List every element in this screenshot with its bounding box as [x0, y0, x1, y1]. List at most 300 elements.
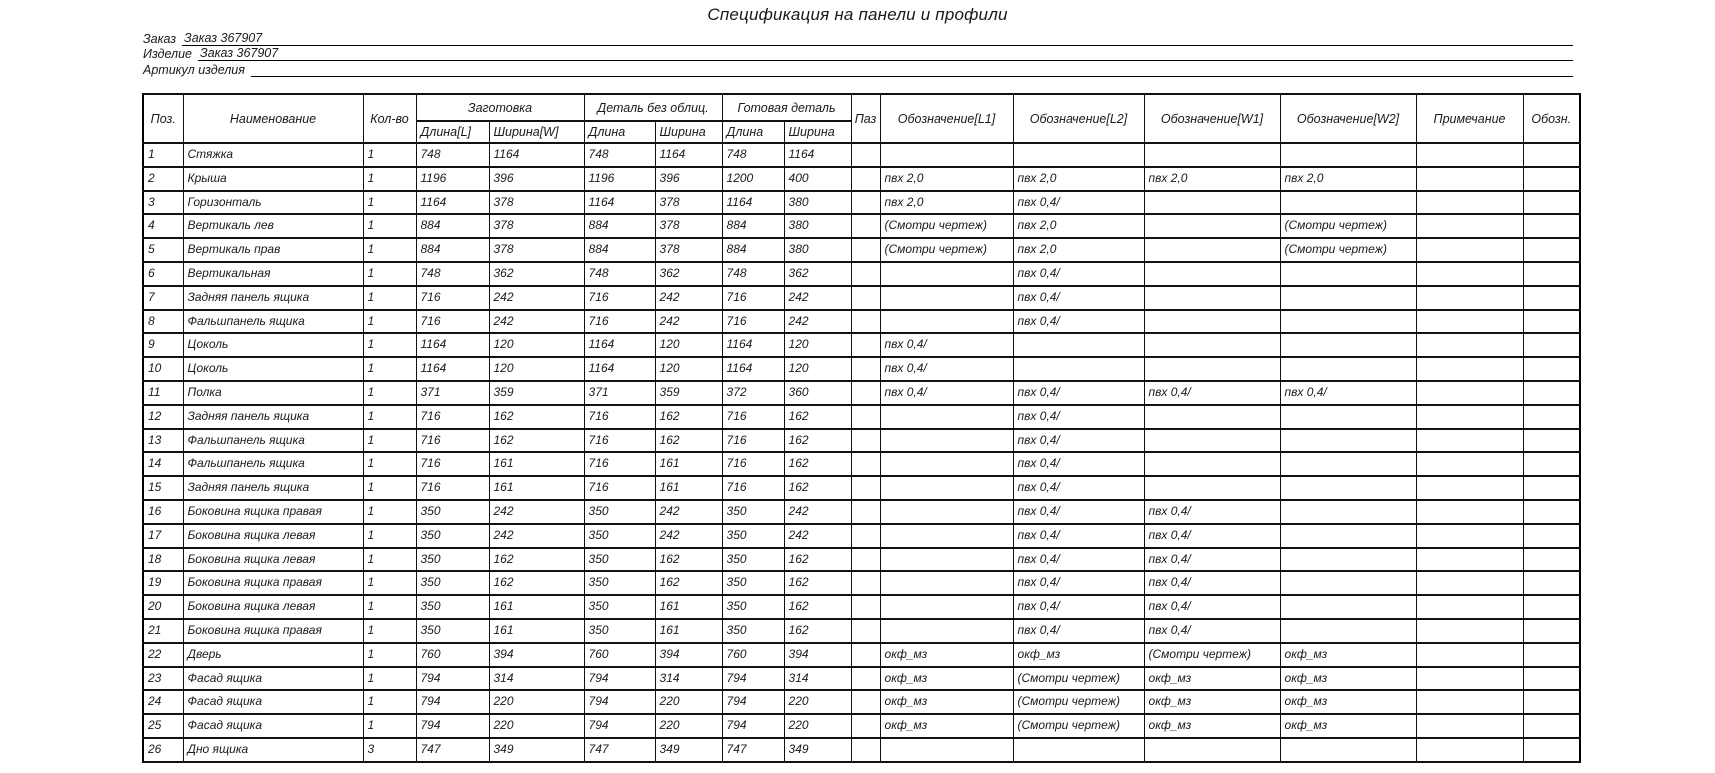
table-cell [851, 714, 880, 738]
table-cell: Боковина ящика правая [183, 571, 363, 595]
table-cell: 25 [143, 714, 183, 738]
table-cell: 2 [143, 167, 183, 191]
table-cell: 242 [489, 286, 584, 310]
table-cell: 380 [784, 214, 851, 238]
table-cell: 747 [584, 738, 655, 762]
table-cell [880, 476, 1013, 500]
table-cell: 716 [722, 476, 784, 500]
table-cell: 1196 [416, 167, 489, 191]
table-cell [1280, 357, 1416, 381]
table-cell: 4 [143, 214, 183, 238]
table-cell: 1164 [722, 357, 784, 381]
table-cell [1523, 548, 1580, 572]
table-cell [1523, 357, 1580, 381]
table-cell: 716 [584, 310, 655, 334]
table-cell: 350 [416, 619, 489, 643]
table-cell: пвх 0,4/ [1144, 619, 1280, 643]
table-cell [1280, 548, 1416, 572]
table-row [143, 191, 1580, 215]
table-cell: пвх 0,4/ [1013, 381, 1144, 405]
table-cell [1416, 548, 1523, 572]
table-cell: 794 [584, 714, 655, 738]
table-cell: пвх 2,0 [1013, 167, 1144, 191]
table-cell [880, 500, 1013, 524]
table-cell: 242 [784, 286, 851, 310]
table-cell: Дверь [183, 643, 363, 667]
table-row [143, 667, 1580, 691]
table-cell: 242 [784, 310, 851, 334]
table-cell: Боковина ящика левая [183, 524, 363, 548]
table-cell: 1 [143, 143, 183, 167]
table-cell: 716 [722, 286, 784, 310]
table-cell: 378 [489, 191, 584, 215]
table-cell [1523, 738, 1580, 762]
table-cell [851, 191, 880, 215]
table-cell: пвх 0,4/ [1144, 381, 1280, 405]
table-cell [1416, 667, 1523, 691]
header-group-detail: Деталь без облиц. [584, 94, 722, 121]
table-cell: 350 [722, 571, 784, 595]
header-qty: Кол-во [363, 94, 416, 143]
table-cell: 378 [655, 191, 722, 215]
table-cell [1280, 143, 1416, 167]
table-cell [1416, 476, 1523, 500]
table-cell: пвх 0,4/ [880, 381, 1013, 405]
table-cell [1280, 738, 1416, 762]
table-cell: 748 [584, 143, 655, 167]
table-cell [1280, 429, 1416, 453]
table-cell [851, 357, 880, 381]
table-cell: 716 [584, 452, 655, 476]
table-cell [1280, 262, 1416, 286]
table-cell: 1 [363, 452, 416, 476]
table-cell: 716 [416, 310, 489, 334]
table-cell: 1 [363, 714, 416, 738]
table-row [143, 476, 1580, 500]
table-cell [851, 405, 880, 429]
table-cell [1523, 405, 1580, 429]
table-cell: 794 [416, 667, 489, 691]
table-cell: 372 [722, 381, 784, 405]
table-cell [1144, 214, 1280, 238]
table-cell: Цоколь [183, 357, 363, 381]
header-blank-length: Длина[L] [416, 121, 489, 143]
table-cell: 1 [363, 262, 416, 286]
table-cell [880, 143, 1013, 167]
table-cell: 16 [143, 500, 183, 524]
page-title: Спецификация на панели и профили [707, 5, 1008, 24]
table-cell: пвх 0,4/ [1013, 595, 1144, 619]
product-label: Изделие [143, 47, 193, 61]
table-cell [1280, 476, 1416, 500]
table-cell [1523, 595, 1580, 619]
table-cell [1280, 500, 1416, 524]
table-cell: 350 [416, 524, 489, 548]
table-cell: 760 [584, 643, 655, 667]
table-cell: 748 [722, 143, 784, 167]
table-cell: 1 [363, 429, 416, 453]
table-cell: 1164 [416, 357, 489, 381]
table-cell [1416, 452, 1523, 476]
table-cell: 1164 [722, 333, 784, 357]
table-cell [1416, 690, 1523, 714]
table-cell [880, 286, 1013, 310]
table-cell: 350 [584, 524, 655, 548]
table-cell [851, 381, 880, 405]
table-cell: 396 [655, 167, 722, 191]
table-cell: 22 [143, 643, 183, 667]
table-cell: окф_мз [1280, 690, 1416, 714]
table-cell: Вертикальная [183, 262, 363, 286]
table-cell: окф_мз [1144, 690, 1280, 714]
table-cell [1416, 738, 1523, 762]
table-cell [1523, 690, 1580, 714]
table-cell: Боковина ящика правая [183, 500, 363, 524]
table-cell: (Смотри чертеж) [1144, 643, 1280, 667]
table-cell [1416, 191, 1523, 215]
table-cell: 11 [143, 381, 183, 405]
table-cell: 378 [489, 238, 584, 262]
table-cell: 716 [722, 310, 784, 334]
table-cell: 1 [363, 595, 416, 619]
table-cell: Задняя панель ящика [183, 405, 363, 429]
table-cell: Задняя панель ящика [183, 476, 363, 500]
table-cell: 716 [584, 405, 655, 429]
table-row [143, 262, 1580, 286]
table-cell: Боковина ящика правая [183, 619, 363, 643]
table-cell: 12 [143, 405, 183, 429]
header-name: Наименование [183, 94, 363, 143]
table-cell: 1 [363, 548, 416, 572]
table-cell: (Смотри чертеж) [1280, 214, 1416, 238]
table-cell [1280, 333, 1416, 357]
table-cell [1416, 238, 1523, 262]
table-cell: 1 [363, 357, 416, 381]
header-designation-l2: Обозначение[L2] [1013, 94, 1144, 143]
table-cell [851, 571, 880, 595]
table-cell: 1 [363, 690, 416, 714]
table-cell [1523, 381, 1580, 405]
table-cell: 1164 [416, 191, 489, 215]
table-cell: 120 [784, 333, 851, 357]
table-cell [1280, 619, 1416, 643]
table-cell [1416, 429, 1523, 453]
table-cell [1416, 643, 1523, 667]
table-cell: 18 [143, 548, 183, 572]
table-cell: окф_мз [880, 690, 1013, 714]
table-cell [851, 238, 880, 262]
table-cell: 884 [416, 214, 489, 238]
header-sign: Обозн. [1523, 94, 1580, 143]
table-cell: 162 [655, 548, 722, 572]
table-cell: 161 [489, 476, 584, 500]
table-cell [1416, 357, 1523, 381]
table-cell: 1 [363, 500, 416, 524]
table-cell: 794 [722, 667, 784, 691]
header-groove: Паз [851, 94, 880, 143]
table-cell: 1 [363, 167, 416, 191]
table-cell: 19 [143, 571, 183, 595]
table-cell: пвх 0,4/ [1144, 548, 1280, 572]
table-cell [1416, 286, 1523, 310]
header-designation-w1: Обозначение[W1] [1144, 94, 1280, 143]
table-cell: Задняя панель ящика [183, 286, 363, 310]
table-cell: Фальшпанель ящика [183, 429, 363, 453]
table-cell [1280, 405, 1416, 429]
table-cell [880, 524, 1013, 548]
table-cell: 1 [363, 214, 416, 238]
table-cell: окф_мз [1013, 643, 1144, 667]
table-cell: пвх 0,4/ [1013, 571, 1144, 595]
table-cell: 242 [489, 524, 584, 548]
table-cell: 242 [784, 500, 851, 524]
table-cell: пвх 0,4/ [880, 357, 1013, 381]
table-cell: 400 [784, 167, 851, 191]
order-value: Заказ 367907 [182, 31, 1573, 46]
table-cell [1523, 214, 1580, 238]
table-row [143, 643, 1580, 667]
table-cell: 6 [143, 262, 183, 286]
table-cell [1523, 643, 1580, 667]
table-cell: 1 [363, 571, 416, 595]
table-cell: 760 [416, 643, 489, 667]
header-pos: Поз. [143, 94, 183, 143]
table-row [143, 738, 1580, 762]
table-cell: окф_мз [1280, 667, 1416, 691]
table-cell [1144, 405, 1280, 429]
table-cell: (Смотри чертеж) [880, 214, 1013, 238]
table-cell: 26 [143, 738, 183, 762]
table-cell [851, 667, 880, 691]
table-cell [880, 619, 1013, 643]
table-cell: окф_мз [880, 643, 1013, 667]
table-cell: пвх 2,0 [880, 191, 1013, 215]
table-cell [1523, 429, 1580, 453]
table-cell: 716 [416, 286, 489, 310]
table-cell: 1 [363, 191, 416, 215]
table-cell: Вертикаль прав [183, 238, 363, 262]
table-cell: 360 [784, 381, 851, 405]
table-cell [880, 310, 1013, 334]
table-cell: 220 [655, 690, 722, 714]
table-cell: 884 [584, 238, 655, 262]
table-row [143, 286, 1580, 310]
table-cell: 1164 [655, 143, 722, 167]
table-cell: 716 [416, 476, 489, 500]
table-row [143, 214, 1580, 238]
table-cell: 716 [416, 429, 489, 453]
table-cell: пвх 0,4/ [1013, 405, 1144, 429]
table-cell: 3 [143, 191, 183, 215]
table-cell [1416, 405, 1523, 429]
table-cell: 716 [584, 476, 655, 500]
table-cell: 3 [363, 738, 416, 762]
table-cell: 371 [416, 381, 489, 405]
table-cell: 14 [143, 452, 183, 476]
table-cell: 162 [655, 571, 722, 595]
meta-row-order [143, 30, 1573, 46]
table-cell: 747 [722, 738, 784, 762]
table-cell: 716 [722, 429, 784, 453]
table-cell: 1164 [584, 333, 655, 357]
table-cell: Фальшпанель ящика [183, 452, 363, 476]
header-detail-length: Длина [584, 121, 655, 143]
table-cell: 1164 [722, 191, 784, 215]
table-cell: 1 [363, 405, 416, 429]
table-cell: 716 [584, 429, 655, 453]
table-cell [1523, 714, 1580, 738]
table-cell [1523, 571, 1580, 595]
header-finished-width: Ширина [784, 121, 851, 143]
table-row [143, 690, 1580, 714]
table-cell [1523, 262, 1580, 286]
table-cell: 162 [784, 595, 851, 619]
table-cell: 162 [655, 429, 722, 453]
table-cell: 394 [784, 643, 851, 667]
table-cell: 1 [363, 333, 416, 357]
table-cell: пвх 2,0 [1013, 214, 1144, 238]
table-cell: Дно ящика [183, 738, 363, 762]
header-designation-l1: Обозначение[L1] [880, 94, 1013, 143]
table-row [143, 429, 1580, 453]
table-cell [1416, 381, 1523, 405]
table-cell: 1164 [584, 191, 655, 215]
table-cell [1523, 310, 1580, 334]
table-cell: 162 [784, 571, 851, 595]
table-cell [1144, 357, 1280, 381]
table-cell: 242 [655, 286, 722, 310]
table-cell [880, 405, 1013, 429]
table-cell: 120 [489, 357, 584, 381]
table-cell [1416, 214, 1523, 238]
product-value: Заказ 367907 [198, 46, 1573, 61]
table-cell [1013, 357, 1144, 381]
table-cell: 162 [489, 405, 584, 429]
table-cell: пвх 0,4/ [1013, 548, 1144, 572]
table-cell [851, 643, 880, 667]
table-cell: пвх 0,4/ [1013, 619, 1144, 643]
table-cell: 1 [363, 643, 416, 667]
table-cell: 220 [784, 690, 851, 714]
table-cell: 220 [489, 690, 584, 714]
table-row [143, 619, 1580, 643]
table-cell: 716 [722, 452, 784, 476]
table-cell: 884 [416, 238, 489, 262]
table-cell: Стяжка [183, 143, 363, 167]
table-cell: 8 [143, 310, 183, 334]
table-cell: 220 [784, 714, 851, 738]
table-cell [1416, 262, 1523, 286]
table-cell [1144, 476, 1280, 500]
table-cell: пвх 0,4/ [1013, 286, 1144, 310]
table-cell: 350 [584, 500, 655, 524]
table-cell: 747 [416, 738, 489, 762]
table-cell [1523, 167, 1580, 191]
table-cell: 349 [784, 738, 851, 762]
table-cell: 162 [489, 571, 584, 595]
table-cell: 242 [489, 310, 584, 334]
table-row [143, 143, 1580, 167]
table-cell: 7 [143, 286, 183, 310]
table-cell: пвх 2,0 [880, 167, 1013, 191]
table-cell: окф_мз [1144, 714, 1280, 738]
article-value [251, 76, 1573, 77]
table-cell: 350 [722, 619, 784, 643]
table-cell [1523, 476, 1580, 500]
table-cell [1280, 595, 1416, 619]
header-group-finished: Готовая деталь [722, 94, 851, 121]
table-cell [1280, 452, 1416, 476]
table-cell: 314 [489, 667, 584, 691]
table-cell: пвх 2,0 [1013, 238, 1144, 262]
table-cell [880, 595, 1013, 619]
table-cell: 1164 [489, 143, 584, 167]
table-cell: пвх 0,4/ [1013, 429, 1144, 453]
table-cell: (Смотри чертеж) [1013, 690, 1144, 714]
table-cell: Полка [183, 381, 363, 405]
table-cell: 748 [416, 262, 489, 286]
table-cell: 21 [143, 619, 183, 643]
table-cell [1280, 524, 1416, 548]
table-cell: 1 [363, 667, 416, 691]
table-cell [1144, 238, 1280, 262]
table-cell: 794 [416, 690, 489, 714]
header-group-row [143, 94, 1580, 121]
table-cell [880, 429, 1013, 453]
table-cell [1523, 238, 1580, 262]
table-cell [880, 548, 1013, 572]
table-cell: 162 [489, 548, 584, 572]
table-cell: 242 [489, 500, 584, 524]
table-cell: Фасад ящика [183, 714, 363, 738]
table-cell: 23 [143, 667, 183, 691]
table-cell: 161 [655, 452, 722, 476]
table-cell: окф_мз [1280, 643, 1416, 667]
table-cell: 371 [584, 381, 655, 405]
table-cell [1416, 571, 1523, 595]
table-cell: 161 [655, 476, 722, 500]
table-cell: Фасад ящика [183, 690, 363, 714]
table-cell [1416, 524, 1523, 548]
table-cell: окф_мз [1144, 667, 1280, 691]
table-cell: пвх 2,0 [1280, 167, 1416, 191]
table-cell: 1 [363, 238, 416, 262]
table-row [143, 500, 1580, 524]
table-cell [1523, 191, 1580, 215]
table-cell: Цоколь [183, 333, 363, 357]
table-cell: 794 [722, 690, 784, 714]
table-cell: 162 [655, 405, 722, 429]
table-cell: 5 [143, 238, 183, 262]
table-cell: 884 [722, 214, 784, 238]
table-cell [1013, 143, 1144, 167]
table-cell: окф_мз [880, 667, 1013, 691]
table-cell: 162 [784, 429, 851, 453]
table-cell: 350 [584, 595, 655, 619]
table-cell: Боковина ящика левая [183, 595, 363, 619]
table-cell [851, 690, 880, 714]
table-cell [1144, 286, 1280, 310]
table-cell: 161 [489, 595, 584, 619]
header-group-blank: Заготовка [416, 94, 584, 121]
table-cell: 350 [416, 548, 489, 572]
table-cell: 362 [784, 262, 851, 286]
table-cell: 17 [143, 524, 183, 548]
table-cell [1416, 333, 1523, 357]
table-row [143, 714, 1580, 738]
table-cell [1416, 143, 1523, 167]
table-cell: 20 [143, 595, 183, 619]
